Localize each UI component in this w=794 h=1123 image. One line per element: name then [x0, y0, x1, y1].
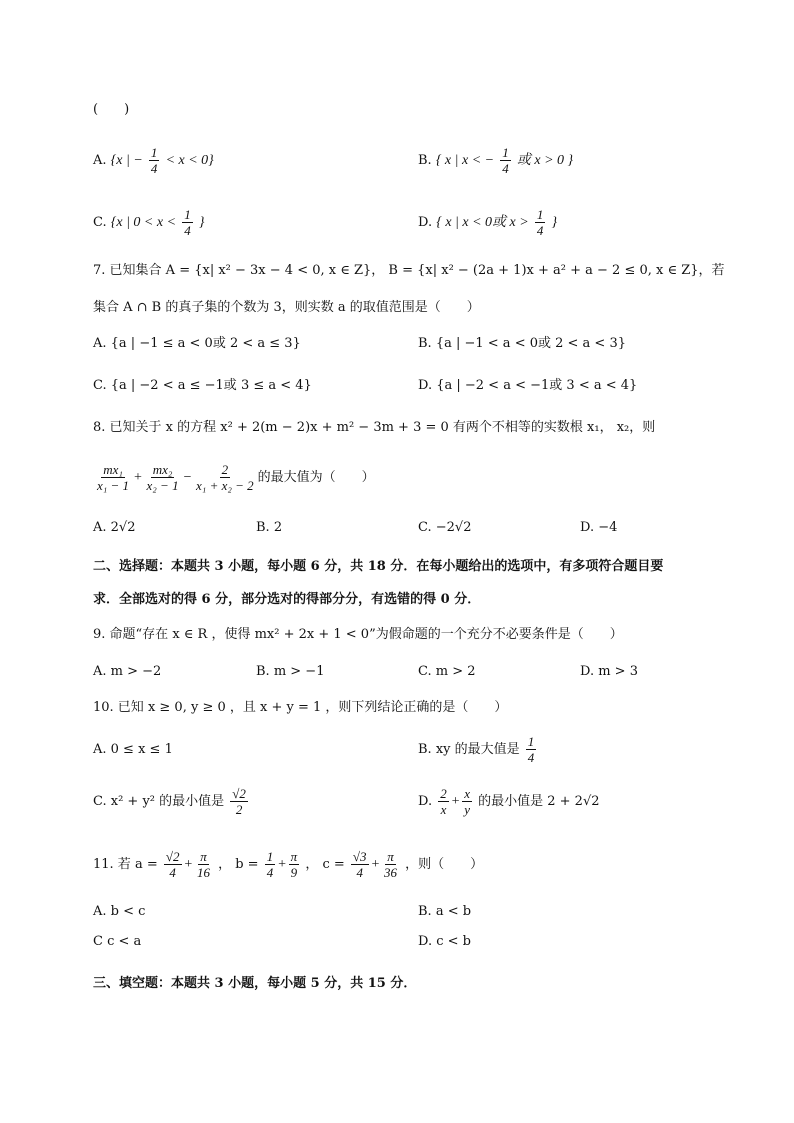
q8-option-d: D. −4 — [580, 520, 618, 535]
fraction: $\frac{\pi}{9}$ — [290, 849, 298, 880]
q11-a-label: 11. 若 a = — [93, 857, 158, 872]
q6-option-d — [418, 207, 557, 238]
option-label: A. — [93, 153, 107, 168]
option-text-rest: < x < 0} — [165, 153, 214, 168]
q6-option-c — [93, 207, 204, 238]
fraction: $\frac{2}{x}$ — [440, 786, 447, 817]
q8-stem-line1: 8. 已知关于 x 的方程 x² + 2(m − 2)x + m² − 3m + 3 = 0 有两个不相等的实数根 x₁， x₂，则 — [93, 420, 656, 435]
q7-option-d: D. {a | −2 < a < −1或 3 < a < 4} — [418, 378, 638, 393]
fraction: $\frac{\pi}{36}$ — [384, 849, 398, 880]
q11-option-a: A. b < c — [93, 904, 146, 919]
q6-option-a — [93, 145, 214, 176]
fraction: $\frac{1}{4}$ — [536, 207, 544, 238]
fraction: $\frac{x}{y}$ — [464, 786, 470, 817]
fraction: $\frac{√2}{4}$ — [165, 849, 180, 880]
q10-stem: 10. 已知 x ≥ 0, y ≥ 0 ，且 x + y = 1 ，则下列结论正确的是（ ） — [93, 700, 508, 715]
q6-answer-blank: ( ) — [93, 102, 130, 117]
option-text: {x | − — [110, 153, 143, 168]
option-text: B. xy 的最大值是 — [418, 742, 520, 757]
q9-option-b: B. m > −1 — [256, 664, 325, 679]
fraction: $\frac{\text{mx₁}}{\text{x₁ − 1}}$ — [97, 462, 130, 493]
fraction: $\frac{1}{4}$ — [266, 849, 274, 880]
q11-tail-text: ，则（ ） — [405, 857, 484, 872]
fraction: $\frac{\text{mx₂}}{\text{x₂ − 1}}$ — [146, 462, 179, 493]
q11-option-c: C c < a — [93, 934, 142, 949]
q6-option-b — [418, 145, 573, 176]
q11-b-label: ， b = — [218, 857, 259, 872]
option-text: { x | x < − — [435, 153, 495, 168]
fraction: $\frac{2}{\text{x₁ + x₂ − 2}}$ — [196, 462, 254, 493]
q9-option-d: D. m > 3 — [580, 664, 638, 679]
fraction: $\frac{1}{4}$ — [150, 145, 158, 176]
fraction: $\frac{1}{4}$ — [527, 734, 535, 765]
q7-option-a: A. {a | −1 ≤ a < 0或 2 < a ≤ 3} — [93, 336, 301, 351]
option-label: D. — [418, 794, 433, 809]
q10-option-a: A. 0 ≤ x ≤ 1 — [93, 742, 173, 757]
q7-stem-line2: 集合 A ∩ B 的真子集的个数为 3，则实数 a 的取值范围是（ ） — [93, 300, 480, 315]
q10-option-c — [93, 786, 250, 817]
fraction: $\frac{1}{4}$ — [502, 145, 509, 176]
fraction: $\frac{√3}{4}$ — [352, 849, 367, 880]
fraction: $\frac{1}{4}$ — [184, 207, 191, 238]
section2-instructions-line1: 二、选择题：本题共 3 小题，每小题 6 分，共 18 分．在每小题给出的选项中，有多项符合题目要 — [93, 559, 664, 574]
option-text: { x | x < 0或 x > — [436, 215, 529, 230]
option-text: {x | 0 < x < — [110, 215, 177, 230]
q11-c-label: ， c = — [305, 857, 345, 872]
q8-option-a: A. 2√2 — [93, 520, 136, 535]
option-text: C. x² + y² 的最小值是 — [93, 794, 225, 809]
q11-option-b: B. a < b — [418, 904, 472, 919]
fraction: $\frac{√2}{2}$ — [232, 786, 246, 817]
q9-option-c: C. m > 2 — [418, 664, 476, 679]
q9-option-a: A. m > −2 — [93, 664, 162, 679]
q8-tail-text: 的最大值为（ ） — [257, 470, 375, 485]
option-text-rest: } — [551, 215, 558, 230]
q7-option-c: C. {a | −2 < a ≤ −1或 3 ≤ a < 4} — [93, 378, 312, 393]
option-label: C. — [93, 215, 107, 230]
q10-option-b — [418, 734, 538, 765]
option-label: D. — [418, 215, 433, 230]
option-text: 的最小值是 2 + 2√2 — [478, 794, 600, 809]
section3-instructions: 三、填空题：本题共 3 小题，每小题 5 分，共 15 分． — [93, 976, 417, 991]
q8-option-c: C. −2√2 — [418, 520, 472, 535]
q7-stem-line1: 7. 已知集合 A = {x| x² − 3x − 4 < 0, x ∈ Z}， B = {x| x² − (2a + 1)x + a² + a − 2 ≤ 0, x ∈ Z}，若 — [93, 263, 725, 278]
q9-stem: 9. 命题“存在 x ∈ R ，使得 mx² + 2x + 1 < 0”为假命题的一个充分不必要条件是（ ） — [93, 627, 623, 642]
q7-option-b: B. {a | −1 < a < 0或 2 < a < 3} — [418, 336, 626, 351]
q8-option-b: B. 2 — [256, 520, 283, 535]
q11-stem: 11. 若 a = $\frac{√2}{4}$ + $\frac{\pi}{16}$ ， b = $\frac{1}{4}$ + $\frac{\pi}{9}$ ， c = $\frac{√3}{4}$ + $\frac{\pi}{36}$ ，则（ ） — [93, 849, 484, 880]
fraction: $\frac{\pi}{16}$ — [196, 849, 210, 880]
option-text-rest: 或 x > 0 } — [516, 153, 574, 168]
q11-option-d: D. c < b — [418, 934, 471, 949]
q8-expression: $\frac{\text{mx₁}}{\text{x₁ − 1}}$ + $\frac{\text{mx₂}}{\text{x₂ − 1}}$ − $\frac{2}{\text{x₁ + x₂ − 2}}$ 的最大值为（ ） — [97, 462, 375, 493]
section2-instructions-line2: 求．全部选对的得 6 分，部分选对的得部分分，有选错的得 0 分． — [93, 592, 481, 607]
option-text-rest: } — [198, 215, 205, 230]
option-label: B. — [418, 153, 432, 168]
q10-option-d: D. $\frac{2}{x}$ + $\frac{x}{y}$ 的最小值是 2 + 2√2 — [418, 786, 600, 817]
